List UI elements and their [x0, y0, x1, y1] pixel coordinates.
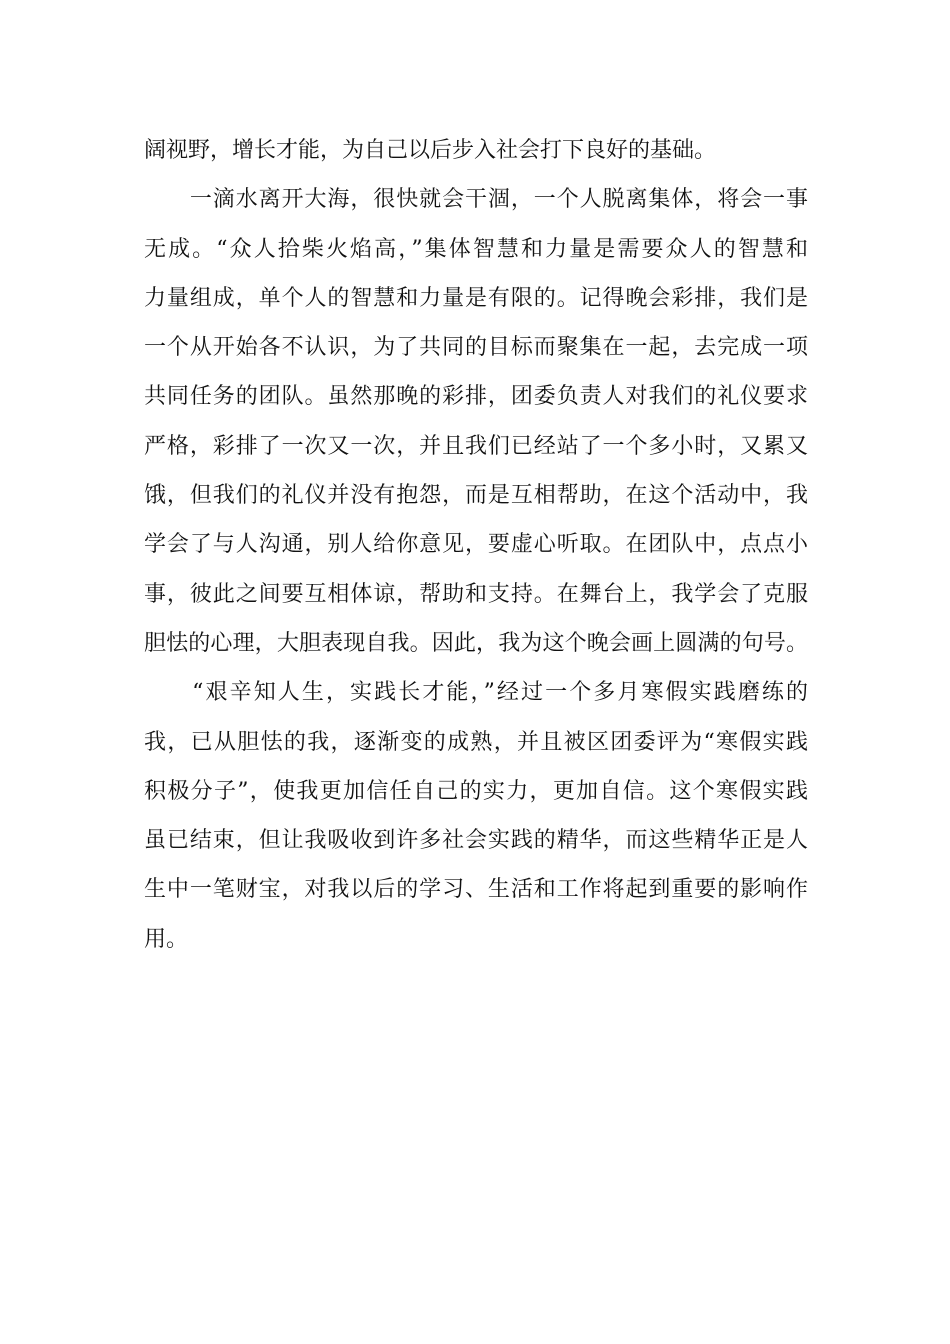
text-line: 共同任务的团队。虽然那晚的彩排，团委负责人对我们的礼仪要求 [144, 384, 808, 410]
text-line: 力量组成，单个人的智慧和力量是有限的。记得晚会彩排，我们是 [144, 285, 808, 311]
paragraph-2 [144, 175, 808, 668]
text-line: 胆怯的心理，大胆表现自我。因此，我为这个晚会画上圆满的句号。 [144, 630, 808, 656]
paragraph-1 [144, 126, 808, 175]
text-line: 阔视野，增长才能，为自己以后步入社会打下良好的基础。 [144, 138, 717, 163]
text-line: 用。 [144, 926, 189, 952]
text-line: 事，彼此之间要互相体谅，帮助和支持。在舞台上，我学会了克服 [144, 581, 808, 607]
text-line: 无成。“众人拾柴火焰高，”集体智慧和力量是需要众人的智慧和 [144, 236, 808, 262]
text-line: 虽已结束，但让我吸收到许多社会实践的精华，而这些精华正是人 [144, 828, 808, 854]
text-line: 生中一笔财宝，对我以后的学习、生活和工作将起到重要的影响作 [144, 877, 808, 903]
text-line: 积极分子”，使我更加信任自己的实力，更加自信。这个寒假实践 [144, 778, 808, 804]
text-line: 饿，但我们的礼仪并没有抱怨，而是互相帮助，在这个活动中，我 [144, 483, 808, 509]
text-line: 我，已从胆怯的我，逐渐变的成熟，并且被区团委评为“寒假实践 [144, 729, 808, 755]
text-line: 学会了与人沟通，别人给你意见，要虚心听取。在团队中，点点小 [144, 532, 808, 558]
paragraph-3 [144, 668, 808, 964]
body-text [144, 126, 808, 964]
text-line: 严格，彩排了一次又一次，并且我们已经站了一个多小时，又累又 [144, 433, 808, 459]
text-line: “艰辛知人生，实践长才能，”经过一个多月寒假实践磨练的 [144, 680, 808, 706]
text-line: 一滴水离开大海，很快就会干涸，一个人脱离集体，将会一事 [144, 187, 808, 213]
text-line: 一个从开始各不认识，为了共同的目标而聚集在一起，去完成一项 [144, 335, 808, 361]
